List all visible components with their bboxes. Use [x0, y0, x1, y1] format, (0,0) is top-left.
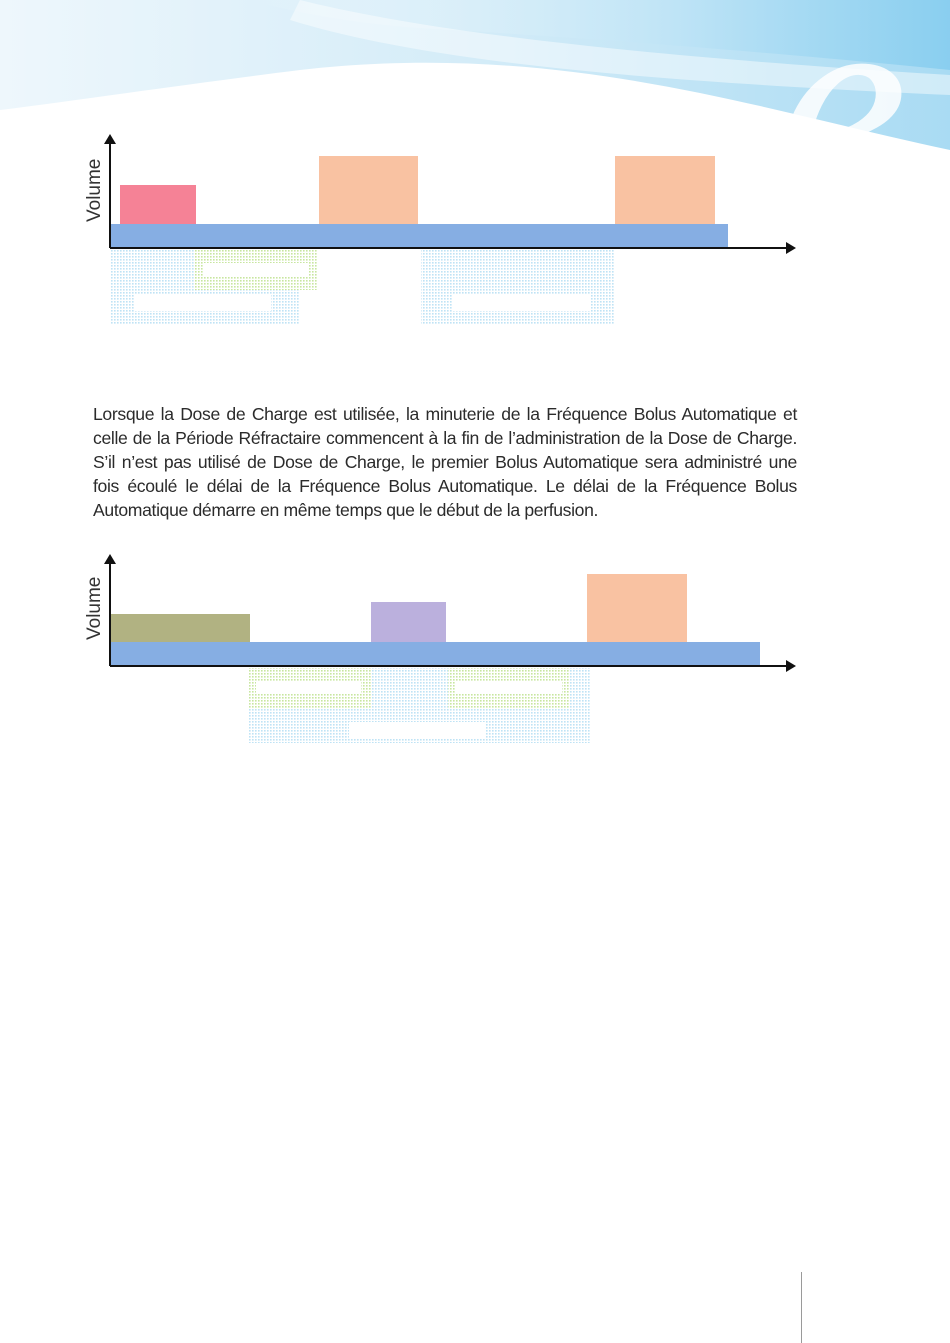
y-axis-label: Volume: [84, 158, 105, 222]
label-box-f2: [456, 681, 562, 694]
decor-letter-e: e: [775, 0, 909, 230]
page-margin-rule: [801, 1272, 802, 1343]
x-axis-arrow: [786, 660, 796, 672]
x-axis-arrow: [786, 242, 796, 254]
label-box-r: [349, 722, 486, 739]
y-axis-arrow: [104, 134, 116, 144]
y-axis-label: Volume: [84, 576, 105, 640]
label-box-1b: [134, 294, 271, 311]
label-box-2: [453, 294, 590, 311]
auto-bolus-bar: [587, 574, 687, 642]
diagram-without-loading-dose: [0, 550, 950, 750]
explanation-paragraph: Lorsque la Dose de Charge est utilisée, la minuterie de la Fréquence Bolus Automatique et celle de la Période Réfractaire commencent à la fin de l’administration de la Dose de Charge. S’il n’est pas utilisé de Dose de Charge, le premier Bolus Automatique sera administré une fois écoulé le délai de la Fréquence Bolus Automatique. Le délai de la Fréquence Bolus Automatique démarre en même temps que le début de la perfusion.: [93, 404, 797, 520]
refractory-region-2: [421, 250, 614, 325]
purple-bolus-bar: [371, 602, 446, 642]
diagram-bottom-canvas: [0, 550, 950, 750]
auto-bolus-bar-1: [319, 156, 418, 224]
y-axis-arrow: [104, 554, 116, 564]
diagram-with-loading-dose: [0, 130, 950, 340]
auto-bolus-bar-2: [615, 156, 715, 224]
first-block-bar: [110, 614, 250, 642]
base-infusion-bar: [110, 642, 760, 666]
label-box-f1: [256, 681, 361, 694]
label-box-1a: [203, 263, 308, 276]
loading-dose-bar: [120, 185, 196, 224]
base-infusion-bar: [110, 224, 728, 248]
diagram-top-canvas: [0, 130, 950, 340]
